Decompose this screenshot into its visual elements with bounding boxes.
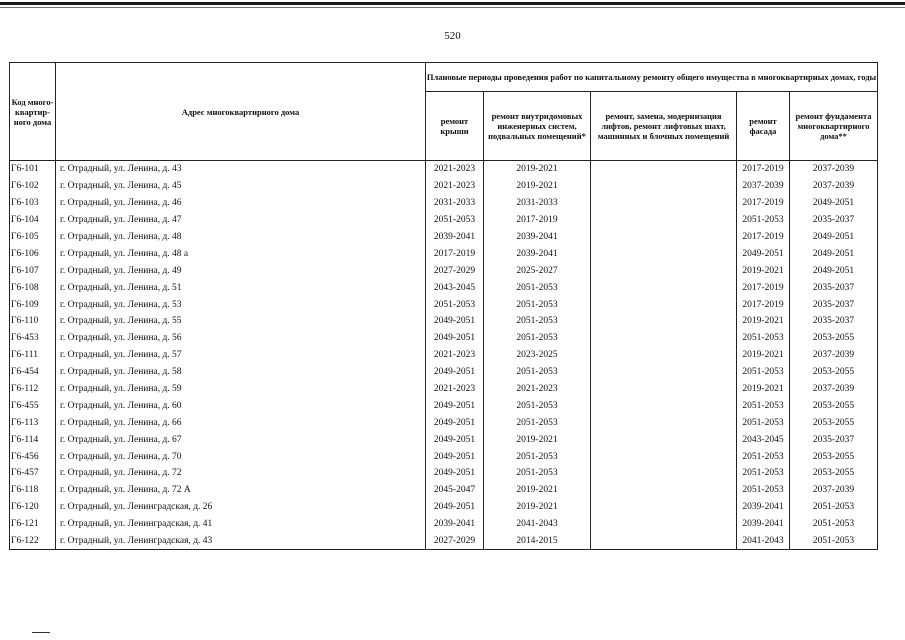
cell-elevators-period xyxy=(591,313,737,330)
cell-roof-period: 2049-2051 xyxy=(426,431,484,448)
cell-foundation-period: 2051-2053 xyxy=(790,516,878,533)
table-row xyxy=(10,431,878,448)
cell-facade-period: 2019-2021 xyxy=(737,381,790,398)
cell-foundation-period: 2035-2037 xyxy=(790,296,878,313)
table-row xyxy=(10,296,878,313)
cell-foundation-period: 2051-2053 xyxy=(790,499,878,516)
table-row xyxy=(10,279,878,296)
table-row xyxy=(10,381,878,398)
cell-systems-period: 2025-2027 xyxy=(484,262,591,279)
cell-code: Г6-118 xyxy=(10,482,56,499)
cell-systems-period: 2031-2033 xyxy=(484,195,591,212)
cell-facade-period: 2051-2053 xyxy=(737,364,790,381)
cell-facade-period: 2017-2019 xyxy=(737,279,790,296)
cell-code: Г6-101 xyxy=(10,161,56,178)
cell-address: г. Отрадный, ул. Ленина, д. 66 xyxy=(56,414,426,431)
cell-roof-period: 2043-2045 xyxy=(426,279,484,296)
cell-code: Г6-105 xyxy=(10,229,56,246)
cell-facade-period: 2051-2053 xyxy=(737,414,790,431)
table-row xyxy=(10,516,878,533)
cell-foundation-period: 2053-2055 xyxy=(790,330,878,347)
top-border-line xyxy=(0,2,905,5)
cell-foundation-period: 2053-2055 xyxy=(790,448,878,465)
table-row xyxy=(10,397,878,414)
table-row xyxy=(10,364,878,381)
table-body xyxy=(10,161,878,550)
cell-elevators-period xyxy=(591,516,737,533)
cell-systems-period: 2051-2053 xyxy=(484,414,591,431)
cell-address: г. Отрадный, ул. Ленина, д. 67 xyxy=(56,431,426,448)
cell-roof-period: 2017-2019 xyxy=(426,245,484,262)
cell-facade-period: 2017-2019 xyxy=(737,161,790,178)
cell-code: Г6-457 xyxy=(10,465,56,482)
cell-address: г. Отрадный, ул. Ленина, д. 72 xyxy=(56,465,426,482)
cell-code: Г6-108 xyxy=(10,279,56,296)
table-row xyxy=(10,161,878,178)
cell-elevators-period xyxy=(591,364,737,381)
cell-foundation-period: 2053-2055 xyxy=(790,465,878,482)
cell-facade-period: 2051-2053 xyxy=(737,212,790,229)
cell-roof-period: 2027-2029 xyxy=(426,262,484,279)
table-row xyxy=(10,465,878,482)
cell-elevators-period xyxy=(591,229,737,246)
cell-roof-period: 2049-2051 xyxy=(426,330,484,347)
cell-foundation-period: 2051-2053 xyxy=(790,533,878,550)
cell-systems-period: 2019-2021 xyxy=(484,482,591,499)
cell-code: Г6-106 xyxy=(10,245,56,262)
cell-roof-period: 2045-2047 xyxy=(426,482,484,499)
cell-code: Г6-121 xyxy=(10,516,56,533)
cell-elevators-period xyxy=(591,245,737,262)
cell-systems-period: 2021-2023 xyxy=(484,381,591,398)
cell-foundation-period: 2035-2037 xyxy=(790,313,878,330)
cell-facade-period: 2017-2019 xyxy=(737,195,790,212)
table-row xyxy=(10,178,878,195)
table-row xyxy=(10,347,878,364)
table-row xyxy=(10,229,878,246)
cell-address: г. Отрадный, ул. Ленина, д. 46 xyxy=(56,195,426,212)
cell-systems-period: 2014-2015 xyxy=(484,533,591,550)
table-row xyxy=(10,448,878,465)
cell-systems-period: 2041-2043 xyxy=(484,516,591,533)
cell-elevators-period xyxy=(591,381,737,398)
cell-roof-period: 2039-2041 xyxy=(426,516,484,533)
cell-facade-period: 2051-2053 xyxy=(737,448,790,465)
cell-systems-period: 2019-2021 xyxy=(484,161,591,178)
cell-foundation-period: 2053-2055 xyxy=(790,414,878,431)
cell-systems-period: 2019-2021 xyxy=(484,178,591,195)
cell-code: Г6-107 xyxy=(10,262,56,279)
cell-roof-period: 2039-2041 xyxy=(426,229,484,246)
cell-address: г. Отрадный, ул. Ленинградская, д. 26 xyxy=(56,499,426,516)
repair-schedule-table xyxy=(9,62,878,550)
cell-facade-period: 2041-2043 xyxy=(737,533,790,550)
cell-elevators-period xyxy=(591,448,737,465)
cell-code: Г6-114 xyxy=(10,431,56,448)
cell-roof-period: 2021-2023 xyxy=(426,161,484,178)
cell-foundation-period: 2035-2037 xyxy=(790,279,878,296)
cell-address: г. Отрадный, ул. Ленина, д. 56 xyxy=(56,330,426,347)
cell-code: Г6-456 xyxy=(10,448,56,465)
cell-systems-period: 2051-2053 xyxy=(484,465,591,482)
cell-roof-period: 2031-2033 xyxy=(426,195,484,212)
cell-code: Г6-102 xyxy=(10,178,56,195)
cell-facade-period: 2039-2041 xyxy=(737,499,790,516)
cell-roof-period: 2049-2051 xyxy=(426,499,484,516)
cell-foundation-period: 2049-2051 xyxy=(790,195,878,212)
cell-address: г. Отрадный, ул. Ленинградская, д. 43 xyxy=(56,533,426,550)
cell-code: Г6-454 xyxy=(10,364,56,381)
cell-address: г. Отрадный, ул. Ленина, д. 72 А xyxy=(56,482,426,499)
cell-foundation-period: 2037-2039 xyxy=(790,178,878,195)
table-row xyxy=(10,212,878,229)
cell-facade-period: 2019-2021 xyxy=(737,347,790,364)
cell-facade-period: 2043-2045 xyxy=(737,431,790,448)
cell-systems-period: 2019-2021 xyxy=(484,431,591,448)
cell-systems-period: 2039-2041 xyxy=(484,245,591,262)
cell-roof-period: 2049-2051 xyxy=(426,397,484,414)
table-row xyxy=(10,414,878,431)
cell-roof-period: 2049-2051 xyxy=(426,448,484,465)
table-row xyxy=(10,262,878,279)
cell-code: Г6-109 xyxy=(10,296,56,313)
page-number: 520 xyxy=(444,30,461,42)
cell-elevators-period xyxy=(591,330,737,347)
cell-systems-period: 2019-2021 xyxy=(484,499,591,516)
cell-elevators-period xyxy=(591,465,737,482)
cell-facade-period: 2049-2051 xyxy=(737,245,790,262)
cell-foundation-period: 2035-2037 xyxy=(790,431,878,448)
cell-code: Г6-112 xyxy=(10,381,56,398)
cell-elevators-period xyxy=(591,347,737,364)
table-row xyxy=(10,499,878,516)
cell-address: г. Отрадный, ул. Ленинградская, д. 41 xyxy=(56,516,426,533)
header-planned-periods: Плановые периоды проведения работ по капитальному ремонту общего имущества в многоквартирных домах, годы xyxy=(426,63,878,92)
cell-roof-period: 2027-2029 xyxy=(426,533,484,550)
cell-code: Г6-104 xyxy=(10,212,56,229)
cell-foundation-period: 2037-2039 xyxy=(790,347,878,364)
cell-systems-period: 2051-2053 xyxy=(484,330,591,347)
cell-elevators-period xyxy=(591,161,737,178)
cell-elevators-period xyxy=(591,212,737,229)
cell-systems-period: 2051-2053 xyxy=(484,313,591,330)
cell-address: г. Отрадный, ул. Ленина, д. 58 xyxy=(56,364,426,381)
header-code: Код много-квартир-ного дома xyxy=(10,63,56,161)
cell-address: г. Отрадный, ул. Ленина, д. 47 xyxy=(56,212,426,229)
cell-elevators-period xyxy=(591,397,737,414)
cell-address: г. Отрадный, ул. Ленина, д. 48 а xyxy=(56,245,426,262)
cell-roof-period: 2051-2053 xyxy=(426,296,484,313)
cell-elevators-period xyxy=(591,262,737,279)
cell-elevators-period xyxy=(591,178,737,195)
cell-roof-period: 2049-2051 xyxy=(426,313,484,330)
cell-code: Г6-111 xyxy=(10,347,56,364)
cell-code: Г6-120 xyxy=(10,499,56,516)
cell-foundation-period: 2035-2037 xyxy=(790,212,878,229)
cell-code: Г6-110 xyxy=(10,313,56,330)
header-elevators: ремонт, замена, модернизация лифтов, ремонт лифтовых шахт, машинных и блочных помещений xyxy=(591,92,737,161)
cell-code: Г6-453 xyxy=(10,330,56,347)
cell-foundation-period: 2037-2039 xyxy=(790,482,878,499)
cell-foundation-period: 2049-2051 xyxy=(790,262,878,279)
cell-systems-period: 2023-2025 xyxy=(484,347,591,364)
cell-address: г. Отрадный, ул. Ленина, д. 48 xyxy=(56,229,426,246)
table-row xyxy=(10,313,878,330)
header-facade-repair: ремонт фасада xyxy=(737,92,790,161)
cell-systems-period: 2051-2053 xyxy=(484,279,591,296)
cell-address: г. Отрадный, ул. Ленина, д. 49 xyxy=(56,262,426,279)
cell-address: г. Отрадный, ул. Ленина, д. 51 xyxy=(56,279,426,296)
table-row xyxy=(10,195,878,212)
cell-code: Г6-113 xyxy=(10,414,56,431)
cell-roof-period: 2021-2023 xyxy=(426,178,484,195)
cell-address: г. Отрадный, ул. Ленина, д. 53 xyxy=(56,296,426,313)
cell-elevators-period xyxy=(591,533,737,550)
cell-elevators-period xyxy=(591,279,737,296)
cell-facade-period: 2017-2019 xyxy=(737,296,790,313)
cell-facade-period: 2017-2019 xyxy=(737,229,790,246)
cell-code: Г6-122 xyxy=(10,533,56,550)
cell-facade-period: 2019-2021 xyxy=(737,262,790,279)
cell-facade-period: 2051-2053 xyxy=(737,482,790,499)
cell-address: г. Отрадный, ул. Ленина, д. 59 xyxy=(56,381,426,398)
cell-elevators-period xyxy=(591,431,737,448)
cell-foundation-period: 2049-2051 xyxy=(790,229,878,246)
cell-facade-period: 2051-2053 xyxy=(737,330,790,347)
cell-roof-period: 2049-2051 xyxy=(426,465,484,482)
cell-address: г. Отрадный, ул. Ленина, д. 70 xyxy=(56,448,426,465)
cell-systems-period: 2039-2041 xyxy=(484,229,591,246)
cell-facade-period: 2037-2039 xyxy=(737,178,790,195)
footer-mark xyxy=(32,632,50,633)
cell-roof-period: 2049-2051 xyxy=(426,364,484,381)
cell-elevators-period xyxy=(591,195,737,212)
cell-systems-period: 2051-2053 xyxy=(484,296,591,313)
cell-elevators-period xyxy=(591,499,737,516)
header-roof-repair: ремонт крыши xyxy=(426,92,484,161)
table-row xyxy=(10,482,878,499)
top-border-thin-line xyxy=(0,7,905,8)
cell-code: Г6-455 xyxy=(10,397,56,414)
table-row xyxy=(10,245,878,262)
cell-systems-period: 2017-2019 xyxy=(484,212,591,229)
table-row xyxy=(10,533,878,550)
cell-elevators-period xyxy=(591,414,737,431)
cell-roof-period: 2021-2023 xyxy=(426,381,484,398)
cell-address: г. Отрадный, ул. Ленина, д. 45 xyxy=(56,178,426,195)
cell-elevators-period xyxy=(591,296,737,313)
cell-systems-period: 2051-2053 xyxy=(484,364,591,381)
cell-foundation-period: 2037-2039 xyxy=(790,381,878,398)
table-row xyxy=(10,330,878,347)
cell-address: г. Отрадный, ул. Ленина, д. 60 xyxy=(56,397,426,414)
cell-systems-period: 2051-2053 xyxy=(484,448,591,465)
cell-systems-period: 2051-2053 xyxy=(484,397,591,414)
cell-address: г. Отрадный, ул. Ленина, д. 55 xyxy=(56,313,426,330)
cell-facade-period: 2039-2041 xyxy=(737,516,790,533)
header-engineering-systems: ремонт внутридомовых инженерных систем, подвальных помещений* xyxy=(484,92,591,161)
cell-elevators-period xyxy=(591,482,737,499)
cell-facade-period: 2051-2053 xyxy=(737,465,790,482)
header-address: Адрес многоквартирного дома xyxy=(56,63,426,161)
cell-roof-period: 2021-2023 xyxy=(426,347,484,364)
cell-foundation-period: 2049-2051 xyxy=(790,245,878,262)
cell-roof-period: 2051-2053 xyxy=(426,212,484,229)
cell-facade-period: 2051-2053 xyxy=(737,397,790,414)
cell-foundation-period: 2037-2039 xyxy=(790,161,878,178)
cell-code: Г6-103 xyxy=(10,195,56,212)
header-foundation-repair: ремонт фундамента многоквартирного дома** xyxy=(790,92,878,161)
cell-address: г. Отрадный, ул. Ленина, д. 43 xyxy=(56,161,426,178)
cell-roof-period: 2049-2051 xyxy=(426,414,484,431)
cell-foundation-period: 2053-2055 xyxy=(790,397,878,414)
cell-facade-period: 2019-2021 xyxy=(737,313,790,330)
cell-foundation-period: 2053-2055 xyxy=(790,364,878,381)
cell-address: г. Отрадный, ул. Ленина, д. 57 xyxy=(56,347,426,364)
